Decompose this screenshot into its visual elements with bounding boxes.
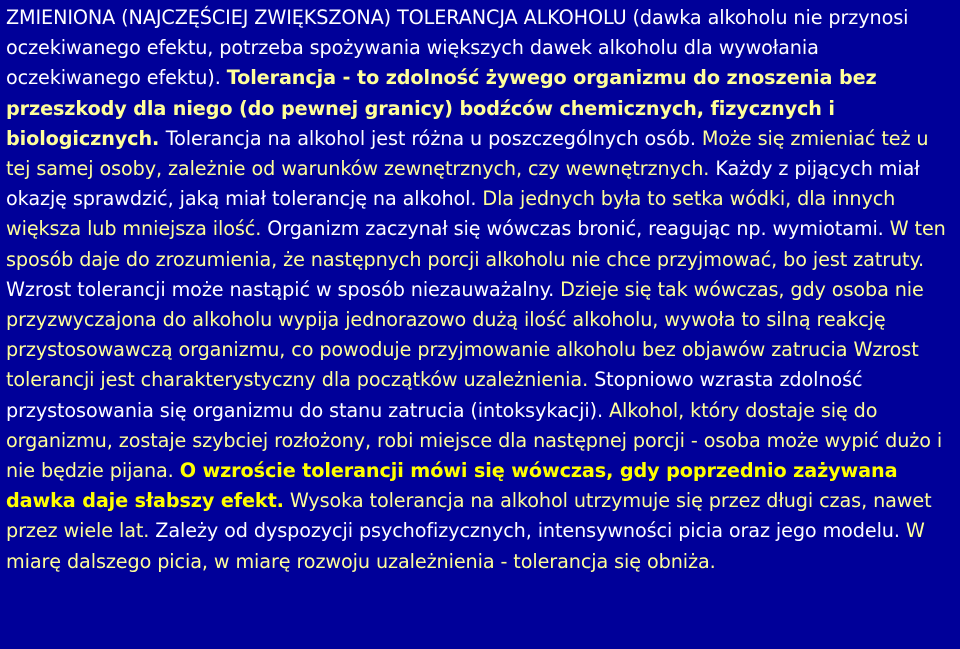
tolerance-definition-bold: Tolerancja - to zdolność żywego organizmu do znoszenia bez przeszkody dla niego (do pewnej granicy) bodźców chemicznych, fizycznych i biologicznych. [6, 66, 877, 150]
text-segment: Stopniowo wzrasta zdolność przystosowania się organizmu do stanu zatrucia (intoksykacji). [6, 368, 863, 422]
text-segment: Alkohol, który dostaje się do organizmu, zostaje szybciej rozłożony, robi miejsce dla następnej porcji - osoba może wypić dużo i nie będzie pijana. [6, 398, 943, 483]
text-segment: Wzrost tolerancji może nastąpić w sposób niezauważalny. [6, 277, 561, 301]
text-segment: Dzieje się tak wówczas, gdy osoba nie przyzwyczajona do alkoholu wypija jednorazowo dużą ilość alkoholu, wywoła to silną reakcję przystosowawczą organizmu, co powoduje przyjmowanie alkoholu bez objawów zatrucia Wzrost tolerancji jest charakterystyczny dla początków uzależnienia. [6, 277, 924, 392]
key-statement-bold: O wzroście tolerancji mówi się wówczas, gdy poprzednio zażywana dawka daje słabszy efekt. [6, 459, 898, 513]
text-segment: Każdy z pijących miał okazję sprawdzić, jaką miał tolerancję na alkohol. [6, 157, 920, 211]
heading-definition: ZMIENIONA (NAJCZĘŚCIEJ ZWIĘKSZONA) TOLERANCJA ALKOHOLU (dawka alkoholu nie przynosi oczekiwanego efektu, potrzeba spożywania większych dawek alkoholu dla wywołania oczekiwanego efektu). [6, 6, 909, 90]
text-segment: Tolerancja na alkohol jest różna u poszczególnych osób. [165, 126, 702, 150]
text-segment: Może się zmieniać też u tej samej osoby, zależnie od warunków zewnętrznych, czy wewnętrznych. [6, 126, 929, 181]
text-segment: Wysoka tolerancja na alkohol utrzymuje się przez długi czas, nawet przez wiele lat. [6, 489, 932, 543]
text-segment: W ten sposób daje do zrozumienia, że następnych porcji alkoholu nie chce przyjmować, bo jest zatruty. [6, 217, 946, 271]
text-segment: W miarę dalszego picia, w miarę rozwoju uzależnienia - tolerancja się obniża. [6, 519, 925, 573]
text-segment: Organizm zaczynał się wówczas bronić, reagując np. wymiotami. [267, 217, 890, 241]
text-segment: Dla jednych była to setka wódki, dla innych większa lub mniejsza ilość. [6, 187, 896, 241]
text-segment: Zależy od dyspozycji psychofizycznych, intensywności picia oraz jego modelu. [155, 519, 906, 543]
slide-paragraph [6, 3, 952, 577]
